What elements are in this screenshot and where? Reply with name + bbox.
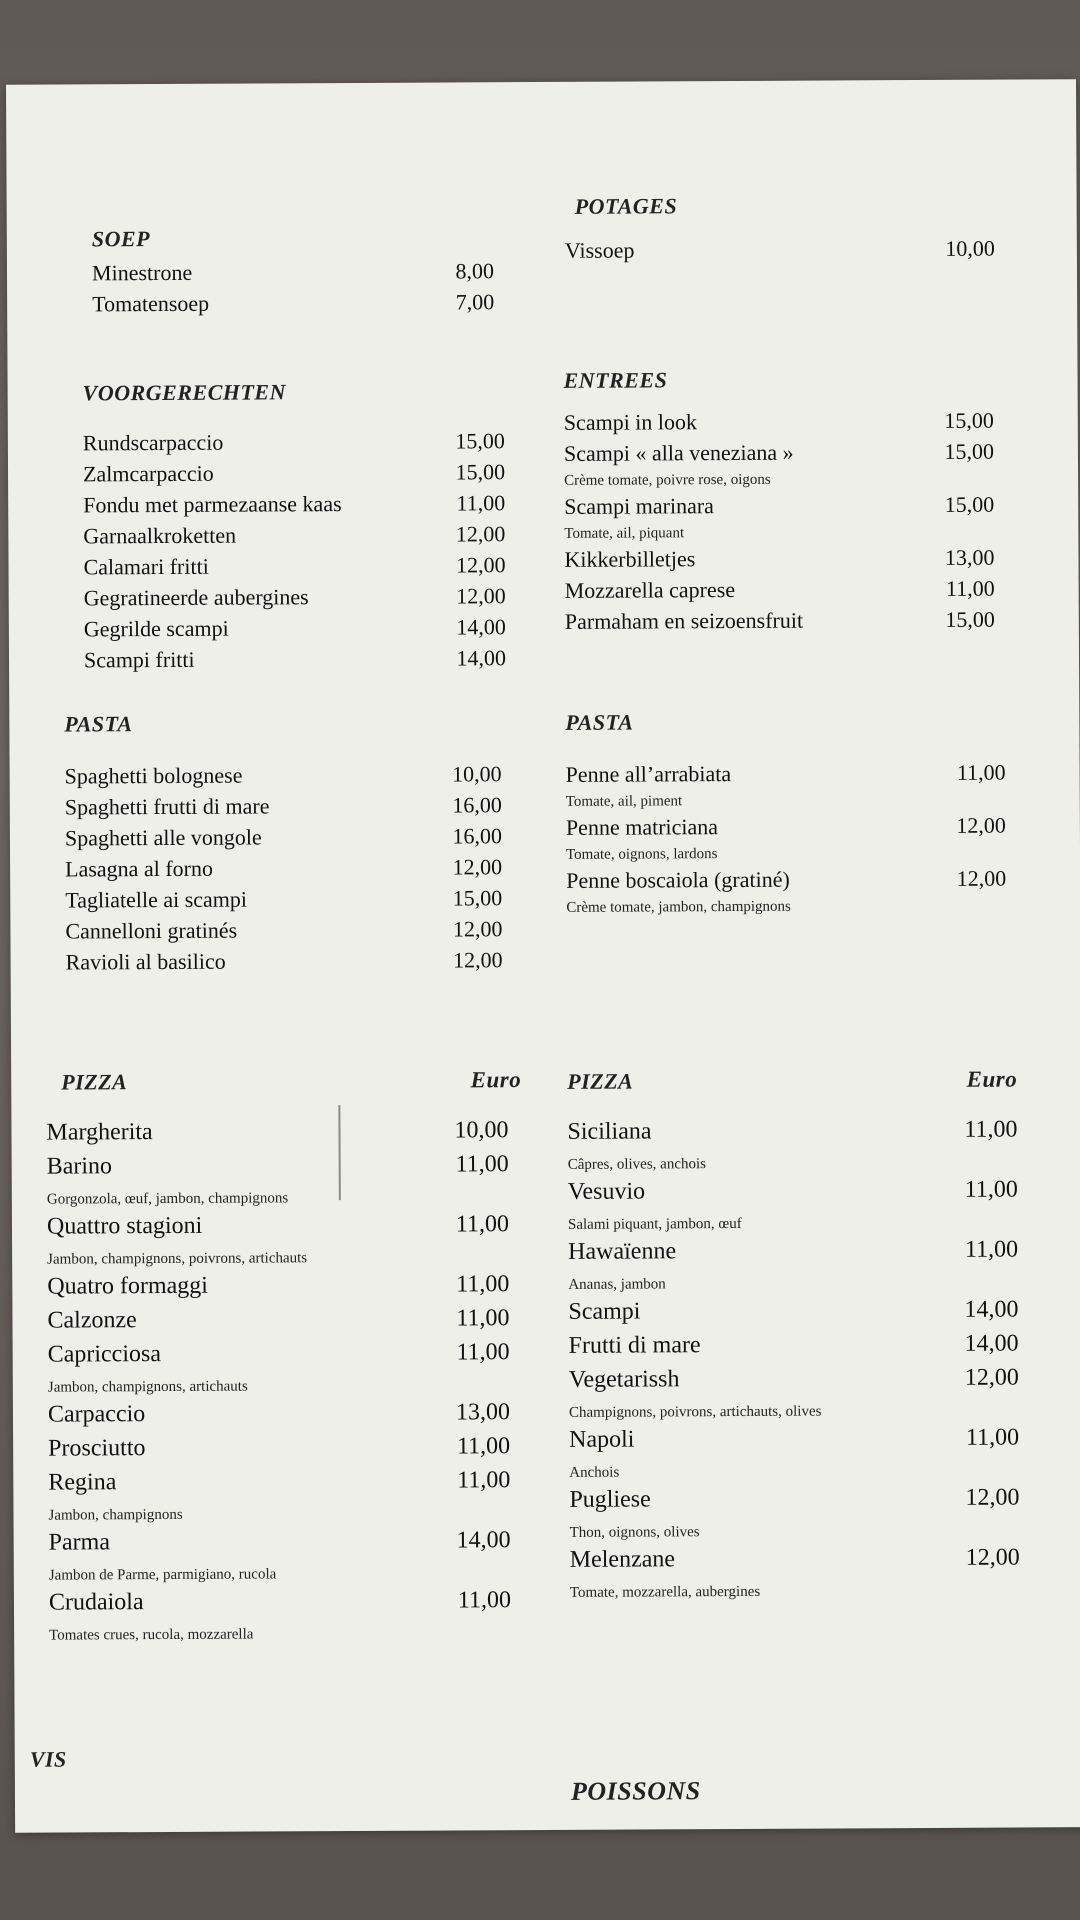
menu-item-description: Jambon, champignons, artichauts: [47, 1378, 248, 1396]
menu-item-name: Vesuvio: [567, 1178, 646, 1205]
menu-item: [569, 1425, 1019, 1461]
section-title-voorgerechten: VOORGERECHTEN: [82, 379, 287, 406]
menu-item-name: Fondu met parmezaanse kaas: [83, 491, 342, 518]
menu-item-price: 12,00: [964, 1364, 1019, 1391]
menu-item-name: Vissoep: [564, 237, 635, 263]
menu-item-price: 10,00: [452, 761, 502, 787]
menu-item-name: Gegrilde scampi: [83, 615, 229, 642]
menu-item-description: Thon, oignons, olives: [569, 1524, 700, 1541]
menu-item-price: 15,00: [455, 428, 505, 454]
pizza-right-list: [567, 1117, 1020, 1607]
menu-item-price: 11,00: [964, 1236, 1019, 1263]
menu-item: [564, 439, 994, 472]
menu-item-description: Salami piquant, jambon, œuf: [567, 1215, 742, 1233]
section-entrees: [563, 366, 994, 640]
menu-item: [83, 552, 553, 585]
menu-item: [47, 1271, 557, 1308]
menu-item: [565, 576, 995, 609]
menu-item: [564, 408, 994, 441]
menu-item-name: Siciliana: [567, 1118, 652, 1145]
menu-item-name: Rundscarpaccio: [82, 429, 224, 456]
pizza-left-list: [46, 1117, 559, 1650]
menu-item-price: 11,00: [945, 575, 995, 601]
menu-item-name: Parmaham en seizoensfruit: [564, 607, 804, 634]
menu-item-name: Barino: [46, 1153, 113, 1180]
section-title-pizza-right: [567, 1067, 1017, 1099]
section-poissons: [571, 1774, 1071, 1807]
menu-item-description: Champignons, poivrons, artichauts, olives: [568, 1403, 822, 1421]
menu-item-description: Crème tomate, jambon, champignons: [566, 898, 791, 916]
section-title-soep: SOEP: [91, 226, 151, 252]
pizza-left-currency: Euro: [470, 1067, 522, 1093]
menu-item-price: 10,00: [945, 235, 995, 261]
menu-item-price: 12,00: [956, 812, 1006, 838]
menu-item-price: 15,00: [944, 438, 995, 464]
section-title-potages: POTAGES: [574, 193, 678, 219]
menu-item-name: Capricciosa: [47, 1341, 162, 1368]
menu-item: [568, 1297, 1018, 1333]
menu-item-name: Penne boscaiola (gratiné): [566, 866, 790, 893]
menu-item: [564, 492, 994, 525]
potages-list: [565, 236, 995, 269]
menu-item: [568, 1177, 1018, 1213]
menu-item: [65, 854, 550, 888]
menu-item-name: Quattro stagioni: [46, 1212, 203, 1240]
menu-item-name: Pugliese: [569, 1486, 651, 1513]
section-soep: [92, 224, 542, 322]
menu-item-name: Ravioli al basilico: [65, 948, 226, 975]
section-voorgerechten: [83, 378, 555, 678]
menu-item: [566, 866, 1006, 899]
menu-item-name: Penne matriciana: [565, 814, 719, 840]
section-title-vis: VIS: [29, 1746, 67, 1772]
menu-item-price: 12,00: [452, 854, 503, 880]
soep-list: [92, 258, 542, 322]
menu-item-description: Jambon de Parme, parmigiano, rucola: [48, 1566, 277, 1584]
menu-item-name: Melenzane: [569, 1546, 676, 1573]
menu-item-name: Scampi « alla veneziana »: [563, 439, 794, 466]
menu-item: [48, 1339, 558, 1376]
section-pasta-right: [565, 708, 1006, 921]
menu-item-price: 11,00: [456, 1339, 510, 1366]
menu-item: [48, 1433, 558, 1470]
menu-item: [83, 490, 553, 523]
menu-item-price: 12,00: [455, 521, 506, 547]
menu-item-name: Margherita: [46, 1119, 153, 1146]
menu-item: [565, 607, 995, 640]
entrees-list: [564, 408, 995, 640]
menu-item: [84, 583, 554, 616]
menu-item: [47, 1151, 557, 1188]
menu-item: [567, 1117, 1017, 1153]
menu-item: [83, 428, 553, 461]
menu-item-name: Spaghetti alle vongole: [64, 824, 262, 851]
menu-item-name: Mozzarella caprese: [564, 576, 736, 603]
menu-item-price: 8,00: [455, 258, 495, 284]
menu-item: [568, 1237, 1018, 1273]
menu-item-price: 15,00: [455, 459, 506, 485]
menu-item-price: 7,00: [455, 289, 495, 315]
menu-item: [566, 813, 1006, 846]
menu-item: [65, 916, 550, 950]
pasta-left-list: [65, 761, 551, 981]
menu-item-name: Calzonze: [47, 1307, 137, 1334]
menu-item: [83, 459, 553, 492]
menu-sheet: [6, 79, 1080, 1833]
menu-item-name: Lasagna al forno: [65, 855, 214, 882]
menu-item-description: Tomate, ail, piment: [565, 793, 683, 810]
menu-item-name: Crudaiola: [48, 1589, 144, 1616]
section-title-pasta-left: PASTA: [64, 711, 133, 737]
menu-item-price: 14,00: [964, 1330, 1019, 1357]
menu-item-price: 13,00: [455, 1399, 511, 1426]
menu-item-price: 16,00: [452, 792, 502, 818]
section-title-pizza-left: [61, 1067, 556, 1100]
menu-item-description: Gorgonzola, œuf, jambon, champignons: [46, 1190, 289, 1208]
menu-item-price: 12,00: [956, 865, 1007, 891]
menu-item-price: 12,00: [452, 916, 503, 942]
menu-item-name: Scampi marinara: [564, 493, 714, 519]
menu-item-description: Câpres, olives, anchois: [567, 1156, 707, 1173]
menu-item-name: Scampi fritti: [83, 646, 195, 673]
menu-item-price: 11,00: [956, 759, 1006, 785]
menu-item-price: 15,00: [944, 491, 995, 517]
menu-item: [569, 1365, 1019, 1401]
menu-item-name: Parma: [48, 1529, 111, 1556]
menu-item-name: Kikkerbilletjes: [564, 546, 696, 572]
menu-item: [48, 1399, 558, 1436]
section-pizza-left: [46, 1067, 559, 1650]
menu-item-price: 11,00: [455, 1151, 509, 1178]
menu-item: [565, 236, 995, 269]
menu-item-name: Spaghetti frutti di mare: [64, 793, 270, 820]
menu-item-price: 11,00: [456, 490, 506, 516]
menu-item: [569, 1331, 1019, 1367]
menu-item-name: Napoli: [569, 1426, 635, 1453]
menu-item-price: 11,00: [457, 1587, 512, 1614]
menu-item-name: Scampi: [568, 1298, 641, 1325]
menu-item-description: Tomate, oignons, lardons: [566, 846, 718, 863]
menu-item-price: 13,00: [944, 544, 995, 570]
section-pizza-right: [567, 1067, 1020, 1607]
menu-item: [566, 760, 1006, 793]
menu-item-price: 11,00: [965, 1424, 1020, 1451]
menu-item: [92, 258, 542, 291]
menu-item-price: 11,00: [456, 1305, 510, 1332]
menu-item-price: 12,00: [965, 1544, 1020, 1571]
menu-item-price: 11,00: [456, 1433, 511, 1460]
menu-item-name: Hawaïenne: [568, 1238, 677, 1265]
menu-item: [48, 1467, 558, 1504]
menu-item: [65, 885, 550, 919]
menu-item-price: 14,00: [456, 614, 506, 640]
menu-item-name: Quatro formaggi: [47, 1272, 208, 1300]
menu-item: [569, 1485, 1019, 1521]
menu-item-price: 16,00: [452, 823, 503, 849]
menu-item-price: 15,00: [452, 885, 503, 911]
menu-item-name: Zalmcarpaccio: [82, 460, 214, 487]
menu-item: [564, 545, 994, 578]
menu-item-name: Carpaccio: [47, 1401, 146, 1428]
section-pasta-left: [64, 709, 550, 981]
section-title-poissons: POISSONS: [570, 1776, 701, 1806]
menu-item-price: 12,00: [965, 1484, 1020, 1511]
menu-item-name: Cannelloni gratinés: [65, 917, 238, 944]
section-title-pasta-right: PASTA: [565, 709, 634, 735]
menu-item-name: Tomatensoep: [92, 290, 210, 317]
menu-item-price: 11,00: [964, 1176, 1018, 1203]
menu-item-price: 14,00: [456, 1527, 511, 1554]
menu-item-name: Frutti di mare: [568, 1332, 701, 1359]
menu-item: [47, 1211, 557, 1248]
menu-item-name: Minestrone: [91, 259, 193, 286]
menu-item-name: Gegratineerde aubergines: [83, 584, 309, 611]
pizza-right-title: PIZZA: [567, 1068, 634, 1094]
menu-item-description: Tomates crues, rucola, mozzarella: [49, 1626, 254, 1644]
menu-item-description: Ananas, jambon: [568, 1276, 666, 1293]
menu-item: [83, 521, 553, 554]
menu-item: [49, 1527, 559, 1564]
menu-item-name: Garnaalkroketten: [83, 522, 237, 549]
menu-item-price: 11,00: [456, 1271, 510, 1298]
menu-item: [65, 792, 550, 826]
menu-item-price: 15,00: [945, 606, 995, 632]
menu-item-name: Calamari fritti: [83, 553, 209, 580]
pasta-right-list: [566, 760, 1007, 921]
menu-item: [49, 1587, 559, 1624]
section-vis: [30, 1744, 550, 1777]
pizza-right-currency: Euro: [966, 1066, 1018, 1092]
menu-item-name: Regina: [48, 1469, 117, 1496]
menu-item-description: Tomate, ail, piquant: [564, 525, 685, 542]
section-title-entrees: ENTREES: [563, 367, 668, 393]
menu-item: [46, 1117, 556, 1154]
menu-item: [570, 1545, 1020, 1581]
menu-item-price: 11,00: [457, 1467, 511, 1494]
menu-item: [47, 1305, 557, 1342]
menu-item-description: Crème tomate, poivre rose, oigons: [564, 471, 771, 489]
menu-item: [84, 614, 554, 647]
menu-item-price: 12,00: [456, 583, 506, 609]
menu-item-price: 11,00: [455, 1211, 510, 1238]
menu-item-price: 12,00: [455, 552, 506, 578]
menu-item-name: Penne all’arrabiata: [565, 761, 732, 787]
menu-item-description: Jambon, champignons, poivrons, artichauts: [47, 1250, 308, 1268]
menu-item-price: 11,00: [964, 1116, 1018, 1143]
menu-item-name: Tagliatelle ai scampi: [65, 886, 248, 913]
menu-item-description: Jambon, champignons: [48, 1506, 183, 1524]
pizza-left-title: PIZZA: [61, 1069, 128, 1095]
menu-item-price: 12,00: [453, 947, 503, 973]
menu-item-name: Vegetarissh: [568, 1366, 680, 1393]
menu-item-price: 14,00: [964, 1296, 1019, 1323]
menu-item-price: 14,00: [456, 645, 507, 671]
menu-item-name: Spaghetti bolognese: [64, 762, 243, 789]
menu-item-name: Scampi in look: [563, 409, 698, 435]
menu-item-description: Anchois: [569, 1464, 620, 1481]
menu-item-price: 15,00: [944, 407, 994, 433]
menu-item-price: 10,00: [454, 1117, 509, 1144]
menu-item: [65, 823, 550, 857]
menu-item: [65, 761, 550, 795]
section-potages: [565, 192, 995, 269]
voorgerechten-list: [83, 428, 554, 678]
menu-item: [66, 947, 551, 981]
menu-item-name: Prosciutto: [48, 1435, 146, 1462]
menu-item: [92, 289, 542, 322]
menu-item-description: Tomate, mozzarella, aubergines: [569, 1583, 761, 1601]
menu-item: [84, 645, 554, 678]
